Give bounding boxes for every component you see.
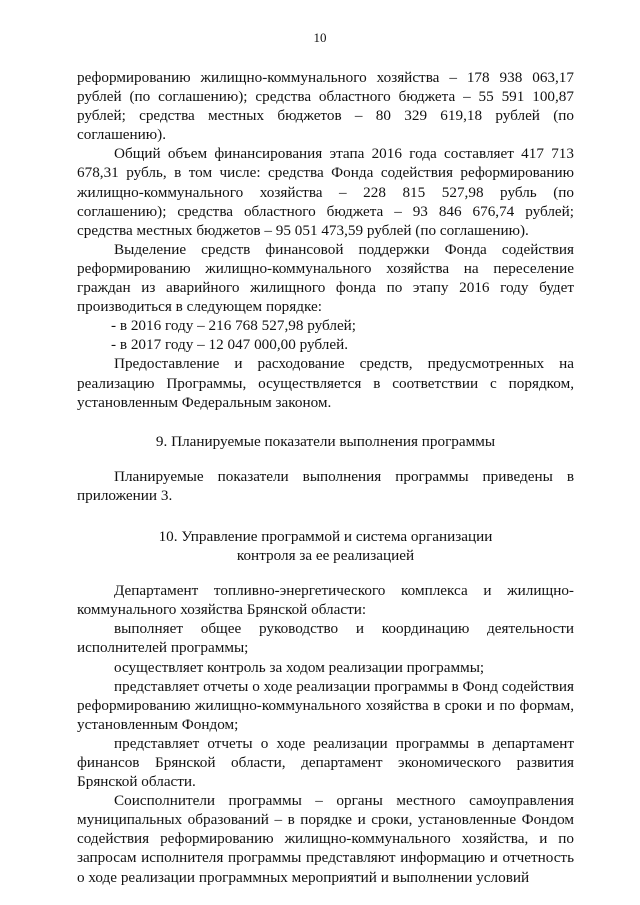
list-item-2016: - в 2016 году – 216 768 527,98 рублей; [111, 317, 357, 335]
section-9-heading: 9. Планируемые показатели выполнения программы [155, 432, 496, 450]
document-body [77, 68, 574, 887]
paragraph-funding-continued: реформированию жилищно-коммунального хозяйства – 178 938 063,17 рублей (по соглашению); средства областного бюджета – 55 591 100,87 рублей; средства местных бюджетов – 80 329 619,18 рублей (по соглашению). [77, 69, 574, 144]
paragraph-reports-fund: представляет отчеты о ходе реализации программы в Фонд содействия реформированию жилищно-коммунального хозяйства в сроки и по формам, установленным Фондом; [77, 677, 574, 733]
section-9-text: Планируемые показатели выполнения программы приведены в приложении 3. [77, 467, 574, 504]
paragraph-fund-allocation: Выделение средств финансовой поддержки Фонда содействия реформированию жилищно-коммунального хозяйства на переселение граждан из аварийного жилищного фонда по этапу 2016 году будет производиться в следующем порядке: [77, 240, 574, 316]
paragraph-control: осуществляет контроль за ходом реализации программы; [114, 658, 485, 676]
paragraph-co-executors: Соисполнители программы – органы местного самоуправления муниципальных образований – в порядке и сроки, установленные Фондом содействия реформированию жилищно-коммунального хозяйства, и по запросам исполнителя программы представляют информацию и отчетность о ходе реализации программных мероприятий и выполнении условий [77, 792, 574, 886]
paragraph-provision-of-funds: Предоставление и расходование средств, предусмотренных на реализацию Программы, осуществляется в соответствии с порядком, установленным Федеральным законом. [77, 355, 574, 411]
paragraph-reports-finance: представляет отчеты о ходе реализации программы в департамент финансов Брянской области, департамент экономического развития Брянской области. [77, 734, 574, 791]
paragraph-general-management: выполняет общее руководство и координацию деятельности исполнителей программы; [77, 620, 574, 657]
list-item-2017: - в 2017 году – 12 047 000,00 рублей. [111, 336, 349, 354]
section-10-heading-line-2: контроля за ее реализацией [236, 547, 415, 565]
paragraph-department: Департамент топливно-энергетического комплекса и жилищно-коммунального хозяйства Брянской области: [77, 582, 574, 619]
section-10-heading-line-1: 10. Управление программой и система организации [158, 527, 493, 545]
section-10-heading [77, 527, 574, 565]
paragraph-total-funding-2016: Общий объем финансирования этапа 2016 года составляет 417 713 678,31 рубль, в том числе: средства Фонда содействия реформированию жилищно-коммунального хозяйства – 228 815 527,98 рубль (по соглашению); средства областного бюджета – 93 846 676,74 рублей; средства местных бюджетов – 95 051 473,59 рублей (по соглашению). [77, 145, 574, 239]
page-number: 10 [313, 30, 327, 45]
